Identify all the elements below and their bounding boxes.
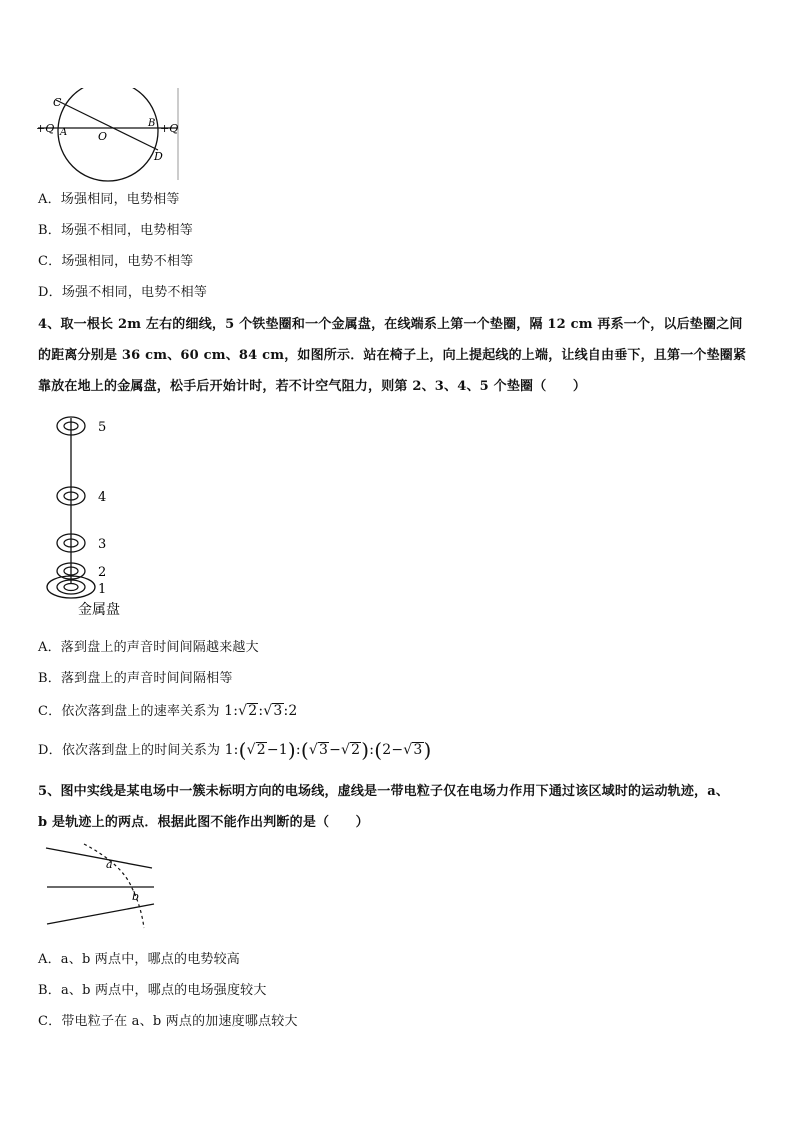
- field-line-top: [46, 848, 152, 868]
- label-d: D: [154, 150, 163, 163]
- label-c: C: [53, 96, 62, 109]
- washer-string-figure: [40, 412, 160, 622]
- q3-option-b: B．场强不相同，电势相等: [38, 223, 193, 238]
- q5-option-b: B．a、b 两点中，哪点的电场强度较大: [38, 983, 267, 998]
- circle: [58, 88, 158, 181]
- q4-option-c: [38, 700, 298, 719]
- label-q-left: +Q: [36, 122, 55, 135]
- q5-stem-line-1: 5、图中实线是某电场中一簇未标明方向的电场线，虚线是一带电粒子仅在电场力作用下通过该区域时的运动轨迹，a、: [38, 784, 730, 799]
- q4-option-b: B．落到盘上的声音时间间隔相等: [38, 671, 233, 686]
- q5-stem-line-2: b 是轨迹上的两点．根据此图不能作出判断的是（ ）: [38, 815, 369, 830]
- label-b: B: [148, 118, 156, 129]
- washer-label-5: 5: [98, 420, 107, 435]
- q4-option-c-prefix: C．依次落到盘上的速率关系为: [38, 704, 220, 719]
- q4-stem-line-3: 靠放在地上的金属盘，松手后开始计时，若不计空气阻力，则第 2、3、4、5 个垫圈（ ）: [38, 379, 587, 394]
- washer-label-3: 3: [98, 537, 107, 552]
- label-o: O: [98, 130, 108, 143]
- q3-option-c: C．场强相同，电势不相等: [38, 254, 194, 269]
- washer-label-1: 1: [98, 582, 107, 597]
- label-a: a: [106, 858, 113, 871]
- q4-option-d-prefix: D．依次落到盘上的时间关系为: [38, 743, 221, 758]
- label-q-right: +Q: [160, 122, 179, 135]
- q4-stem-line-1: 4、取一根长 2m 左右的细线，5 个铁垫圈和一个金属盘，在线端系上第一个垫圈，隔 12 cm 再系一个，以后垫圈之间: [38, 317, 743, 332]
- field-lines-figure: [44, 842, 159, 930]
- field-line-bottom: [47, 904, 154, 924]
- washer-label-4: 4: [98, 490, 107, 505]
- q4-option-a: A．落到盘上的声音时间间隔越来越大: [38, 640, 259, 655]
- washer-label-2: 2: [98, 565, 107, 580]
- q3-option-a: A．场强相同，电势相等: [38, 192, 180, 207]
- q4-option-d-math: 1:(√2−1):(√3−√2):(2−√3): [224, 738, 432, 762]
- label-a: A: [60, 127, 68, 138]
- q4-option-c-math: 1:√2:√3:2: [224, 703, 298, 719]
- q3-option-d: D．场强不相同，电势不相等: [38, 285, 208, 300]
- plate-label: 金属盘: [78, 602, 120, 618]
- q4-option-d: [38, 738, 432, 762]
- q5-option-c: C．带电粒子在 a、b 两点的加速度哪点较大: [38, 1014, 298, 1029]
- charge-circle-figure: [36, 88, 186, 183]
- q4-stem-line-2: 的距离分别是 36 cm、60 cm、84 cm，如图所示．站在椅子上，向上提起线的上端，让线自由垂下，且第一个垫圈紧: [38, 348, 747, 363]
- label-b: b: [132, 890, 140, 903]
- q5-option-a: A．a、b 两点中，哪点的电势较高: [38, 952, 240, 967]
